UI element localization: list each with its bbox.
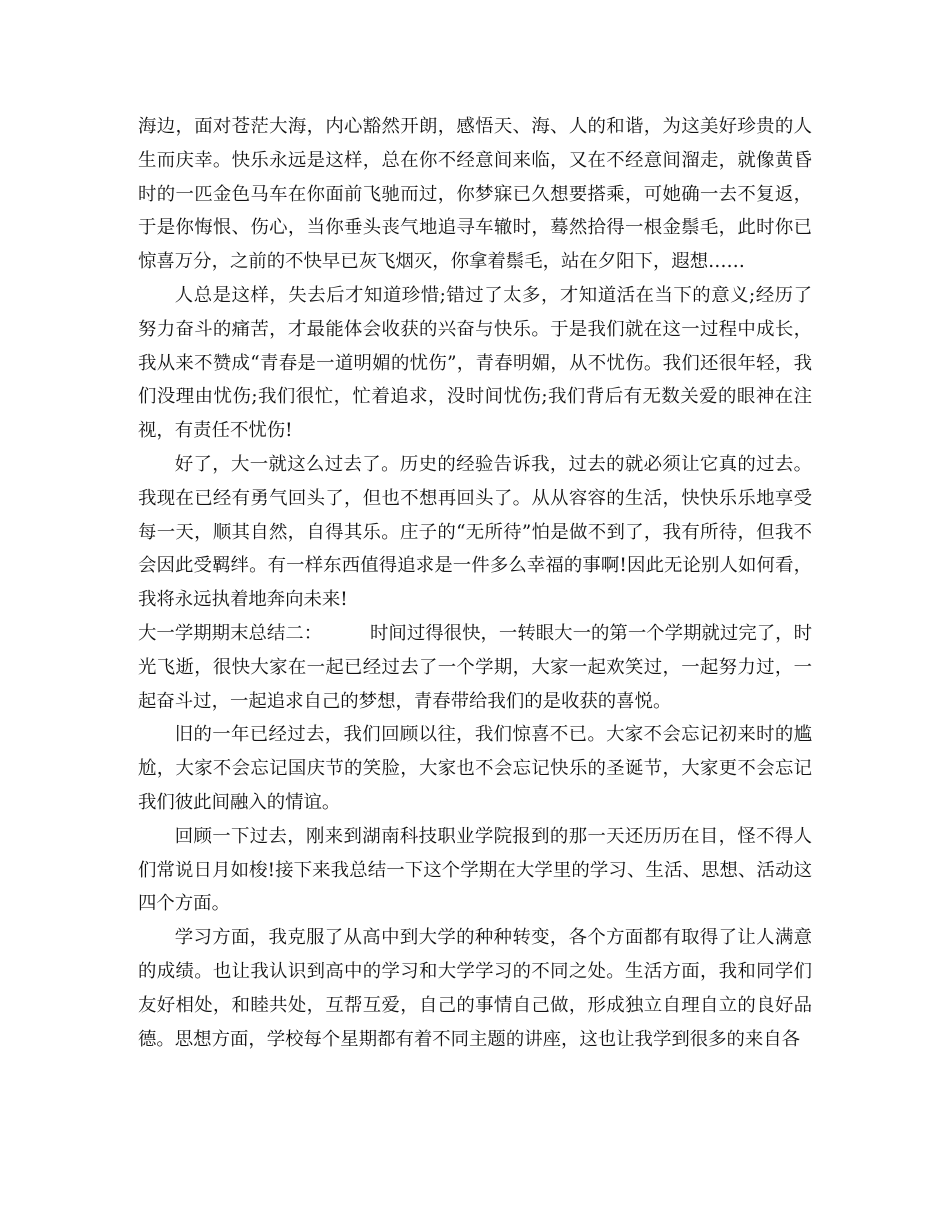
paragraph-1: 海边，面对苍茫大海，内心豁然开朗，感悟天、海、人的和谐，为这美好珍贵的人生而庆幸。快乐永远是这样，总在你不经意间来临，又在不经意间溜走，就像黄昏时的一匹金色马车在你面前飞驰而过，你梦寐已久想要搭乘，可她确一去不复返，于是你悔恨、伤心，当你垂头丧气地追寻车辙时，蓦然拾得一根金鬃毛，此时你已惊喜万分，之前的不快早已灰飞烟灭，你拿着鬃毛，站在夕阳下，遐想…… [138,116,812,273]
paragraph-4-text: 时间过得很快，一转眼大一的第一个学期就过完了，时光飞逝，很快大家在一起已经过去了一个学期，大家一起欢笑过，一起努力过，一起奋斗过，一起追求自己的梦想，青春带给我们的是收获的喜悦。 [138,622,812,712]
section-heading: 大一学期期末总结二： [138,622,323,644]
paragraph-7: 学习方面，我克服了从高中到大学的种种转变，各个方面都有取得了让人满意的成绩。也让我认识到高中的学习和大学学习的不同之处。生活方面，我和同学们友好相处，和睦共处，互帮互爱，自己的事情自己做，形成独立自理自立的良好品德。思想方面，学校每个星期都有着不同主题的讲座，这也让我学到很多的来自各 [138,927,812,1050]
paragraph-3: 好了，大一就这么过去了。历史的经验告诉我，过去的就必须让它真的过去。我现在已经有勇气回头了，但也不想再回头了。从从容容的生活，快快乐乐地享受每一天，顺其自然，自得其乐。庄子的“无所待”怕是做不到了，我有所待，但我不会因此受羁绊。有一样东西值得追求是一件多么幸福的事啊!因此无论别人如何看，我将永远执着地奔向未来! [138,453,812,611]
paragraph-2: 人总是这样，失去后才知道珍惜;错过了太多，才知道活在当下的意义;经历了努力奋斗的痛苦，才最能体会收获的兴奋与快乐。于是我们就在这一过程中成长，我从来不赞成“青春是一道明媚的忧伤”，青春明媚，从不忧伤。我们还很年轻，我们没理由忧伤;我们很忙，忙着追求，没时间忧伤;我们背后有无数关爱的眼神在注视，有责任不忧伤! [138,284,812,442]
paragraph-4 [138,617,812,718]
paragraph-5: 旧的一年已经过去，我们回顾以往，我们惊喜不已。大家不会忘记初来时的尴尬，大家不会忘记国庆节的笑脸，大家也不会忘记快乐的圣诞节，大家更不会忘记我们彼此间融入的情谊。 [138,724,812,813]
paragraph-6: 回顾一下过去，刚来到湖南科技职业学院报到的那一天还历历在目，怪不得人们常说日月如梭!接下来我总结一下这个学期在大学里的学习、生活、思想、活动这四个方面。 [138,825,812,915]
document-page [138,110,812,1056]
